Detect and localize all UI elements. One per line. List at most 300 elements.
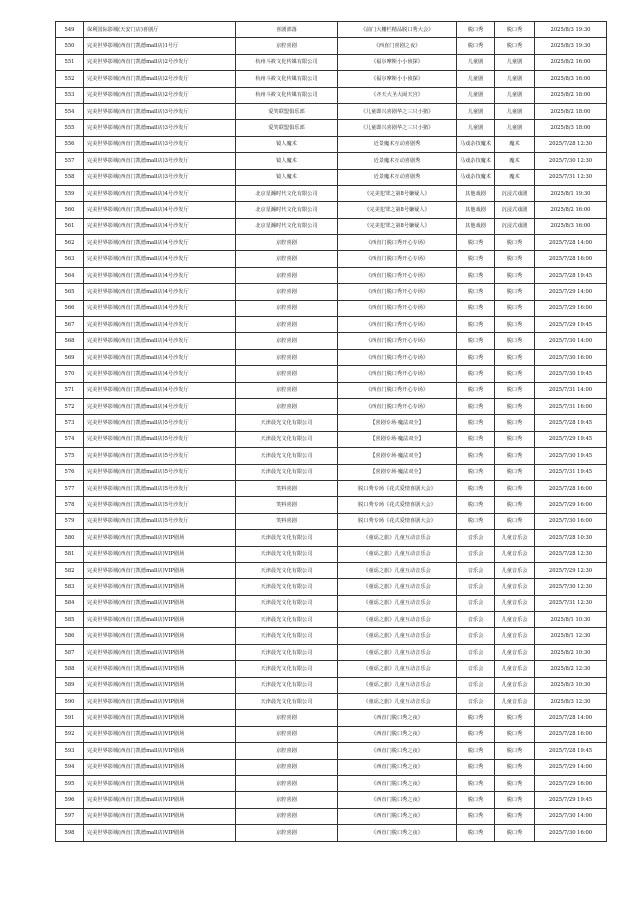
show-title-cell: 《西直门脱口秀开心专场》: [338, 382, 457, 398]
category-cell: 脱口秀: [457, 38, 495, 54]
datetime-cell: 2025/7/31 12:30: [535, 169, 607, 185]
datetime-cell: 2025/7/30 16:00: [535, 349, 607, 365]
show-title-cell: 《童谣之旅》儿童互动音乐会: [338, 677, 457, 693]
table-row: [56, 398, 607, 414]
organizer-cell: 杭州斗筱文化传媒有限公司: [236, 87, 338, 103]
show-title-cell: 《西直门脱口秀开心专场》: [338, 251, 457, 267]
organizer-cell: 天津晨光文化有限公司: [236, 595, 338, 611]
datetime-cell: 2025/7/28 14:00: [535, 235, 607, 251]
organizer-cell: 京腔喜剧: [236, 382, 338, 398]
subcategory-cell: 儿童剧: [495, 87, 535, 103]
subcategory-cell: 儿童音乐会: [495, 595, 535, 611]
datetime-cell: 2025/7/30 19:45: [535, 366, 607, 382]
show-title-cell: 《西直门脱口秀之夜》: [338, 710, 457, 726]
subcategory-cell: 脱口秀: [495, 775, 535, 791]
table-row: [56, 726, 607, 742]
datetime-cell: 2025/8/3 16:00: [535, 218, 607, 234]
show-title-cell: 脱口秀专场《花式爱情喜剧大会》: [338, 497, 457, 513]
venue-cell: 完美世界影城(西直门凯德mall店)4号沙发厅: [84, 382, 236, 398]
category-cell: 脱口秀: [457, 22, 495, 38]
datetime-cell: 2025/7/30 14:00: [535, 333, 607, 349]
category-cell: 马戏杂技魔术: [457, 136, 495, 152]
organizer-cell: 天津晨光文化有限公司: [236, 612, 338, 628]
category-cell: 其他戏剧: [457, 185, 495, 201]
organizer-cell: 天津晨光文化有限公司: [236, 530, 338, 546]
organizer-cell: 爱笑联盟俱乐部: [236, 120, 338, 136]
venue-cell: 完美世界影城(西直门凯德mall店)3号沙发厅: [84, 136, 236, 152]
table-row: [56, 267, 607, 283]
table-row: [56, 710, 607, 726]
datetime-cell: 2025/7/29 19:45: [535, 792, 607, 808]
venue-cell: 完美世界影城(西直门凯德mall店)5号沙发厅: [84, 480, 236, 496]
table-row: [56, 759, 607, 775]
schedule-table: [55, 21, 607, 842]
organizer-cell: 笑料喜剧: [236, 513, 338, 529]
subcategory-cell: 脱口秀: [495, 808, 535, 824]
venue-cell: 完美世界影城(西直门凯德mall店)VIP剧场: [84, 710, 236, 726]
datetime-cell: 2025/8/2 16:00: [535, 202, 607, 218]
category-cell: 脱口秀: [457, 431, 495, 447]
row-number-cell: 591: [56, 710, 84, 726]
subcategory-cell: 脱口秀: [495, 284, 535, 300]
datetime-cell: 2025/8/3 19:30: [535, 38, 607, 54]
show-title-cell: 【喜剧专场·魔法双全】: [338, 415, 457, 431]
category-cell: 脱口秀: [457, 710, 495, 726]
category-cell: 脱口秀: [457, 825, 495, 841]
table-row: [56, 792, 607, 808]
table-row: [56, 628, 607, 644]
venue-cell: 完美世界影城(西直门凯德mall店)4号沙发厅: [84, 398, 236, 414]
category-cell: 脱口秀: [457, 398, 495, 414]
row-number-cell: 554: [56, 103, 84, 119]
datetime-cell: 2025/7/30 12:30: [535, 579, 607, 595]
datetime-cell: 2025/7/29 19:45: [535, 431, 607, 447]
subcategory-cell: 儿童音乐会: [495, 677, 535, 693]
organizer-cell: 京腔喜剧: [236, 775, 338, 791]
category-cell: 音乐会: [457, 677, 495, 693]
organizer-cell: 京腔喜剧: [236, 317, 338, 333]
datetime-cell: 2025/7/29 14:00: [535, 759, 607, 775]
venue-cell: 完美世界影城(西直门凯德mall店)VIP剧场: [84, 825, 236, 841]
row-number-cell: 589: [56, 677, 84, 693]
venue-cell: 完美世界影城(西直门凯德mall店)2号沙发厅: [84, 54, 236, 70]
subcategory-cell: 脱口秀: [495, 333, 535, 349]
subcategory-cell: 沉浸式戏剧: [495, 218, 535, 234]
row-number-cell: 565: [56, 284, 84, 300]
category-cell: 儿童剧: [457, 87, 495, 103]
subcategory-cell: 脱口秀: [495, 497, 535, 513]
row-number-cell: 590: [56, 694, 84, 710]
subcategory-cell: 脱口秀: [495, 464, 535, 480]
organizer-cell: 杭州斗筱文化传媒有限公司: [236, 71, 338, 87]
category-cell: 脱口秀: [457, 415, 495, 431]
row-number-cell: 578: [56, 497, 84, 513]
organizer-cell: 天津晨光文化有限公司: [236, 546, 338, 562]
category-cell: 脱口秀: [457, 366, 495, 382]
show-title-cell: 《完美犯罪之第8号嫌疑人》: [338, 185, 457, 201]
subcategory-cell: 脱口秀: [495, 22, 535, 38]
organizer-cell: 天津晨光文化有限公司: [236, 579, 338, 595]
subcategory-cell: 儿童剧: [495, 71, 535, 87]
show-title-cell: 《西直门脱口秀之夜》: [338, 726, 457, 742]
table-row: [56, 612, 607, 628]
subcategory-cell: 脱口秀: [495, 743, 535, 759]
venue-cell: 完美世界影城(西直门凯德mall店)VIP剧场: [84, 808, 236, 824]
organizer-cell: 天津晨光文化有限公司: [236, 628, 338, 644]
subcategory-cell: 儿童音乐会: [495, 612, 535, 628]
table-row: [56, 87, 607, 103]
venue-cell: 完美世界影城(西直门凯德mall店)VIP剧场: [84, 595, 236, 611]
row-number-cell: 593: [56, 743, 84, 759]
venue-cell: 完美世界影城(西直门凯德mall店)VIP剧场: [84, 628, 236, 644]
row-number-cell: 573: [56, 415, 84, 431]
subcategory-cell: 脱口秀: [495, 366, 535, 382]
row-number-cell: 568: [56, 333, 84, 349]
organizer-cell: 天津晨光文化有限公司: [236, 562, 338, 578]
organizer-cell: 笑料喜剧: [236, 480, 338, 496]
subcategory-cell: 脱口秀: [495, 480, 535, 496]
show-title-cell: 《西直门脱口秀开心专场》: [338, 235, 457, 251]
subcategory-cell: 脱口秀: [495, 759, 535, 775]
show-title-cell: 《童谣之旅》儿童互动音乐会: [338, 661, 457, 677]
venue-cell: 完美世界影城(西直门凯德mall店)3号沙发厅: [84, 169, 236, 185]
datetime-cell: 2025/7/31 19:45: [535, 464, 607, 480]
category-cell: 音乐会: [457, 546, 495, 562]
venue-cell: 完美世界影城(西直门凯德mall店)3号沙发厅: [84, 103, 236, 119]
category-cell: 音乐会: [457, 644, 495, 660]
table-row: [56, 103, 607, 119]
datetime-cell: 2025/7/31 12:30: [535, 595, 607, 611]
venue-cell: 完美世界影城(西直门凯德mall店)VIP剧场: [84, 694, 236, 710]
subcategory-cell: 脱口秀: [495, 398, 535, 414]
datetime-cell: 2025/7/28 19:45: [535, 415, 607, 431]
show-title-cell: 《童谣之旅》儿童互动音乐会: [338, 612, 457, 628]
subcategory-cell: 魔术: [495, 169, 535, 185]
table-row: [56, 136, 607, 152]
venue-cell: 完美世界影城(西直门凯德mall店)5号沙发厅: [84, 513, 236, 529]
organizer-cell: 京腔喜剧: [236, 743, 338, 759]
subcategory-cell: 沉浸式戏剧: [495, 202, 535, 218]
show-title-cell: 脱口秀专场《花式爱情喜剧大会》: [338, 513, 457, 529]
table-row: [56, 300, 607, 316]
venue-cell: 完美世界影城(西直门凯德mall店)VIP剧场: [84, 562, 236, 578]
datetime-cell: 2025/8/2 12:30: [535, 661, 607, 677]
row-number-cell: 558: [56, 169, 84, 185]
table-row: [56, 169, 607, 185]
category-cell: 音乐会: [457, 694, 495, 710]
subcategory-cell: 儿童剧: [495, 120, 535, 136]
venue-cell: 完美世界影城(西直门凯德mall店)4号沙发厅: [84, 202, 236, 218]
subcategory-cell: 脱口秀: [495, 710, 535, 726]
venue-cell: 完美世界影城(西直门凯德mall店)4号沙发厅: [84, 284, 236, 300]
organizer-cell: 镜人魔术: [236, 136, 338, 152]
show-title-cell: 《西直门脱口秀开心专场》: [338, 349, 457, 365]
datetime-cell: 2025/7/30 12:30: [535, 153, 607, 169]
row-number-cell: 550: [56, 38, 84, 54]
show-title-cell: 《儿童即兴喜剧华之三只小猪》: [338, 103, 457, 119]
row-number-cell: 572: [56, 398, 84, 414]
organizer-cell: 京腔喜剧: [236, 349, 338, 365]
row-number-cell: 583: [56, 579, 84, 595]
datetime-cell: 2025/7/29 19:45: [535, 317, 607, 333]
table-row: [56, 120, 607, 136]
subcategory-cell: 脱口秀: [495, 349, 535, 365]
category-cell: 其他戏剧: [457, 202, 495, 218]
datetime-cell: 2025/7/29 12:30: [535, 562, 607, 578]
datetime-cell: 2025/7/28 14:00: [535, 710, 607, 726]
show-title-cell: 《童谣之旅》儿童互动音乐会: [338, 595, 457, 611]
organizer-cell: 喜剧部落: [236, 22, 338, 38]
organizer-cell: 天津晨光文化有限公司: [236, 677, 338, 693]
organizer-cell: 京腔喜剧: [236, 235, 338, 251]
table-row: [56, 530, 607, 546]
venue-cell: 完美世界影城(西直门凯德mall店)5号沙发厅: [84, 431, 236, 447]
show-title-cell: 《童谣之旅》儿童互动音乐会: [338, 530, 457, 546]
category-cell: 音乐会: [457, 595, 495, 611]
subcategory-cell: 脱口秀: [495, 792, 535, 808]
table-row: [56, 743, 607, 759]
datetime-cell: 2025/7/30 16:00: [535, 825, 607, 841]
venue-cell: 完美世界影城(西直门凯德mall店)1号厅: [84, 38, 236, 54]
datetime-cell: 2025/7/28 16:00: [535, 726, 607, 742]
datetime-cell: 2025/8/1 19:30: [535, 185, 607, 201]
schedule-table-body: [56, 22, 607, 842]
organizer-cell: 京腔喜剧: [236, 267, 338, 283]
venue-cell: 完美世界影城(西直门凯德mall店)VIP剧场: [84, 644, 236, 660]
venue-cell: 完美世界影城(西直门凯德mall店)4号沙发厅: [84, 185, 236, 201]
row-number-cell: 556: [56, 136, 84, 152]
category-cell: 音乐会: [457, 562, 495, 578]
subcategory-cell: 儿童音乐会: [495, 644, 535, 660]
row-number-cell: 562: [56, 235, 84, 251]
category-cell: 音乐会: [457, 661, 495, 677]
venue-cell: 完美世界影城(西直门凯德mall店)VIP剧场: [84, 612, 236, 628]
show-title-cell: 《福尔摩斯小小侦探》: [338, 54, 457, 70]
subcategory-cell: 儿童音乐会: [495, 546, 535, 562]
show-title-cell: 脱口秀专场《花式爱情喜剧大会》: [338, 480, 457, 496]
subcategory-cell: 脱口秀: [495, 513, 535, 529]
organizer-cell: 京腔喜剧: [236, 300, 338, 316]
table-row: [56, 185, 607, 201]
datetime-cell: 2025/7/30 19:45: [535, 448, 607, 464]
organizer-cell: 天津晨光文化有限公司: [236, 448, 338, 464]
table-row: [56, 562, 607, 578]
subcategory-cell: 脱口秀: [495, 38, 535, 54]
row-number-cell: 584: [56, 595, 84, 611]
show-title-cell: 《西直门脱口秀之夜》: [338, 743, 457, 759]
table-row: [56, 284, 607, 300]
datetime-cell: 2025/8/3 16:00: [535, 71, 607, 87]
row-number-cell: 563: [56, 251, 84, 267]
row-number-cell: 585: [56, 612, 84, 628]
organizer-cell: 天津晨光文化有限公司: [236, 661, 338, 677]
organizer-cell: 京腔喜剧: [236, 333, 338, 349]
row-number-cell: 567: [56, 317, 84, 333]
row-number-cell: 566: [56, 300, 84, 316]
organizer-cell: 天津晨光文化有限公司: [236, 644, 338, 660]
venue-cell: 完美世界影城(西直门凯德mall店)4号沙发厅: [84, 235, 236, 251]
venue-cell: 完美世界影城(西直门凯德mall店)5号沙发厅: [84, 497, 236, 513]
organizer-cell: 杭州斗筱文化传媒有限公司: [236, 54, 338, 70]
datetime-cell: 2025/7/29 16:00: [535, 775, 607, 791]
category-cell: 儿童剧: [457, 120, 495, 136]
subcategory-cell: 儿童音乐会: [495, 579, 535, 595]
datetime-cell: 2025/7/29 16:00: [535, 300, 607, 316]
category-cell: 脱口秀: [457, 497, 495, 513]
table-row: [56, 415, 607, 431]
datetime-cell: 2025/7/28 12:30: [535, 546, 607, 562]
table-row: [56, 464, 607, 480]
organizer-cell: 京腔喜剧: [236, 825, 338, 841]
category-cell: 脱口秀: [457, 349, 495, 365]
row-number-cell: 594: [56, 759, 84, 775]
datetime-cell: 2025/7/28 19:45: [535, 743, 607, 759]
category-cell: 音乐会: [457, 579, 495, 595]
organizer-cell: 镜人魔术: [236, 153, 338, 169]
row-number-cell: 569: [56, 349, 84, 365]
organizer-cell: 京腔喜剧: [236, 284, 338, 300]
datetime-cell: 2025/8/1 10:30: [535, 612, 607, 628]
organizer-cell: 镜人魔术: [236, 169, 338, 185]
datetime-cell: 2025/7/29 14:00: [535, 284, 607, 300]
row-number-cell: 576: [56, 464, 84, 480]
table-row: [56, 546, 607, 562]
table-row: [56, 808, 607, 824]
show-title-cell: 《前门大栅栏精品脱口秀大会》: [338, 22, 457, 38]
category-cell: 脱口秀: [457, 743, 495, 759]
row-number-cell: 564: [56, 267, 84, 283]
venue-cell: 完美世界影城(西直门凯德mall店)4号沙发厅: [84, 218, 236, 234]
subcategory-cell: 儿童音乐会: [495, 661, 535, 677]
table-row: [56, 448, 607, 464]
row-number-cell: 577: [56, 480, 84, 496]
venue-cell: 完美世界影城(西直门凯德mall店)VIP剧场: [84, 546, 236, 562]
category-cell: 脱口秀: [457, 808, 495, 824]
table-row: [56, 218, 607, 234]
venue-cell: 完美世界影城(西直门凯德mall店)VIP剧场: [84, 726, 236, 742]
subcategory-cell: 儿童音乐会: [495, 562, 535, 578]
table-row: [56, 317, 607, 333]
subcategory-cell: 脱口秀: [495, 448, 535, 464]
venue-cell: 完美世界影城(西直门凯德mall店)4号沙发厅: [84, 333, 236, 349]
category-cell: 脱口秀: [457, 759, 495, 775]
datetime-cell: 2025/8/3 10:30: [535, 677, 607, 693]
organizer-cell: 京腔喜剧: [236, 366, 338, 382]
show-title-cell: 《西直门脱口秀开心专场》: [338, 267, 457, 283]
venue-cell: 完美世界影城(西直门凯德mall店)5号沙发厅: [84, 415, 236, 431]
table-row: [56, 349, 607, 365]
show-title-cell: 《童谣之旅》儿童互动音乐会: [338, 579, 457, 595]
row-number-cell: 597: [56, 808, 84, 824]
show-title-cell: 《福尔摩斯小小侦探》: [338, 71, 457, 87]
subcategory-cell: 儿童音乐会: [495, 694, 535, 710]
table-row: [56, 661, 607, 677]
organizer-cell: 北京星瀚时代文化有限公司: [236, 218, 338, 234]
subcategory-cell: 儿童剧: [495, 103, 535, 119]
row-number-cell: 598: [56, 825, 84, 841]
row-number-cell: 570: [56, 366, 84, 382]
subcategory-cell: 儿童剧: [495, 54, 535, 70]
venue-cell: 完美世界影城(西直门凯德mall店)VIP剧场: [84, 579, 236, 595]
subcategory-cell: 脱口秀: [495, 726, 535, 742]
organizer-cell: 笑料喜剧: [236, 497, 338, 513]
subcategory-cell: 脱口秀: [495, 825, 535, 841]
category-cell: 脱口秀: [457, 251, 495, 267]
organizer-cell: 天津晨光文化有限公司: [236, 415, 338, 431]
venue-cell: 完美世界影城(西直门凯德mall店)VIP剧场: [84, 661, 236, 677]
category-cell: 音乐会: [457, 530, 495, 546]
table-row: [56, 22, 607, 38]
show-title-cell: 《西直门脱口秀开心专场》: [338, 284, 457, 300]
datetime-cell: 2025/7/28 16:00: [535, 480, 607, 496]
subcategory-cell: 脱口秀: [495, 235, 535, 251]
subcategory-cell: 魔术: [495, 136, 535, 152]
row-number-cell: 581: [56, 546, 84, 562]
organizer-cell: 天津晨光文化有限公司: [236, 431, 338, 447]
table-row: [56, 579, 607, 595]
row-number-cell: 571: [56, 382, 84, 398]
category-cell: 脱口秀: [457, 382, 495, 398]
show-title-cell: 《儿童即兴喜剧华之三只小猪》: [338, 120, 457, 136]
row-number-cell: 561: [56, 218, 84, 234]
row-number-cell: 549: [56, 22, 84, 38]
table-row: [56, 513, 607, 529]
datetime-cell: 2025/7/28 19:45: [535, 267, 607, 283]
row-number-cell: 592: [56, 726, 84, 742]
datetime-cell: 2025/8/2 10:30: [535, 644, 607, 660]
category-cell: 儿童剧: [457, 103, 495, 119]
venue-cell: 完美世界影城(西直门凯德mall店)4号沙发厅: [84, 300, 236, 316]
show-title-cell: 《西直门喜剧之夜》: [338, 38, 457, 54]
datetime-cell: 2025/7/29 16:00: [535, 497, 607, 513]
venue-cell: 完美世界影城(西直门凯德mall店)4号沙发厅: [84, 349, 236, 365]
category-cell: 脱口秀: [457, 513, 495, 529]
category-cell: 脱口秀: [457, 267, 495, 283]
category-cell: 脱口秀: [457, 792, 495, 808]
show-title-cell: 《西直门脱口秀开心专场》: [338, 366, 457, 382]
table-row: [56, 71, 607, 87]
datetime-cell: 2025/7/31 16:00: [535, 398, 607, 414]
venue-cell: 完美世界影城(西直门凯德mall店)2号沙发厅: [84, 87, 236, 103]
category-cell: 脱口秀: [457, 333, 495, 349]
subcategory-cell: 儿童音乐会: [495, 628, 535, 644]
datetime-cell: 2025/7/28 12:30: [535, 136, 607, 152]
row-number-cell: 587: [56, 644, 84, 660]
row-number-cell: 588: [56, 661, 84, 677]
organizer-cell: 爱笑联盟俱乐部: [236, 103, 338, 119]
venue-cell: 完美世界影城(西直门凯德mall店)VIP剧场: [84, 792, 236, 808]
venue-cell: 完美世界影城(西直门凯德mall店)4号沙发厅: [84, 366, 236, 382]
organizer-cell: 京腔喜剧: [236, 398, 338, 414]
show-title-cell: 《童谣之旅》儿童互动音乐会: [338, 644, 457, 660]
datetime-cell: 2025/7/30 16:00: [535, 513, 607, 529]
subcategory-cell: 魔术: [495, 153, 535, 169]
subcategory-cell: 脱口秀: [495, 431, 535, 447]
venue-cell: 完美世界影城(西直门凯德mall店)5号沙发厅: [84, 448, 236, 464]
venue-cell: 保利国际影城(天安门店)喜剧厅: [84, 22, 236, 38]
category-cell: 音乐会: [457, 612, 495, 628]
organizer-cell: 京腔喜剧: [236, 759, 338, 775]
venue-cell: 完美世界影城(西直门凯德mall店)3号沙发厅: [84, 153, 236, 169]
subcategory-cell: 脱口秀: [495, 382, 535, 398]
table-row: [56, 431, 607, 447]
row-number-cell: 586: [56, 628, 84, 644]
table-row: [56, 644, 607, 660]
venue-cell: 完美世界影城(西直门凯德mall店)VIP剧场: [84, 677, 236, 693]
organizer-cell: 京腔喜剧: [236, 726, 338, 742]
show-title-cell: 《童谣之旅》儿童互动音乐会: [338, 628, 457, 644]
organizer-cell: 北京星瀚时代文化有限公司: [236, 202, 338, 218]
